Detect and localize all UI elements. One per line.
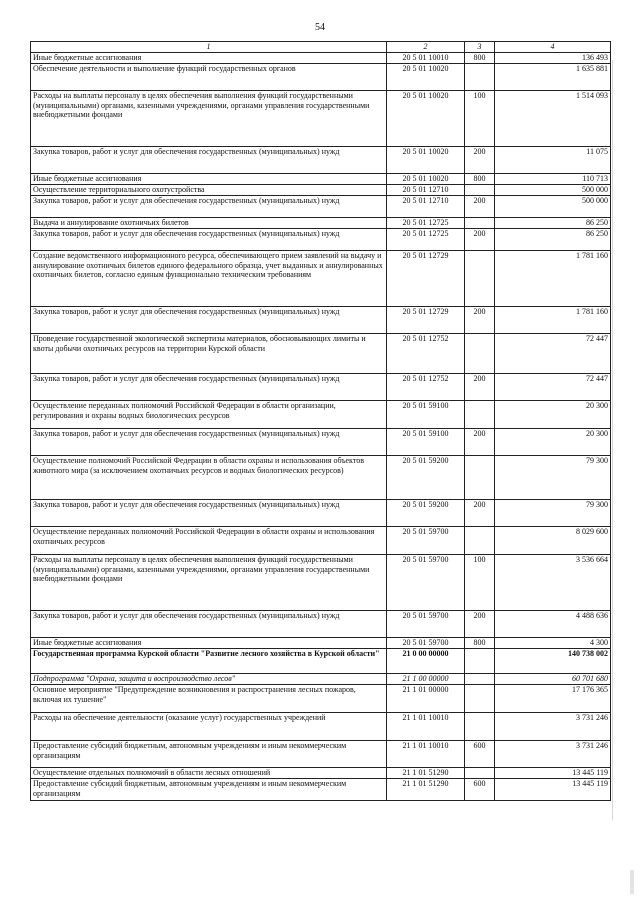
cell-amount: 1 514 093 [495, 91, 611, 147]
cell-name: Закупка товаров, работ и услуг для обеспечения государственных (муниципальных) нужд [31, 196, 387, 218]
cell-name: Расходы на выплаты персоналу в целях обеспечения выполнения функций государственными (муниципальными) органами, казенными учреждениями, органами управления государственными внебюджетными фондами [31, 91, 387, 147]
cell-name: Закупка товаров, работ и услуг для обеспечения государственных (муниципальных) нужд [31, 429, 387, 456]
cell-amount: 4 488 636 [495, 611, 611, 638]
cell-expense-type [465, 527, 495, 555]
table-row [31, 611, 611, 638]
cell-code: 20 5 01 59100 [387, 429, 465, 456]
table-row [31, 53, 611, 64]
cell-expense-type [465, 456, 495, 500]
cell-expense-type: 600 [465, 741, 495, 768]
cell-amount: 1 781 160 [495, 307, 611, 334]
cell-name: Осуществление переданных полномочий Российской Федерации в области организации, регулирования и охраны водных биологических ресурсов [31, 401, 387, 429]
table-row [31, 685, 611, 713]
table-row [31, 741, 611, 768]
cell-amount: 500 000 [495, 196, 611, 218]
cell-code: 20 5 01 10020 [387, 174, 465, 185]
cell-name: Предоставление субсидий бюджетным, автономным учреждениям и иным некоммерческим организациям [31, 741, 387, 768]
table-row [31, 196, 611, 218]
cell-code: 20 5 01 12752 [387, 334, 465, 374]
cell-name: Иные бюджетные ассигнования [31, 53, 387, 64]
cell-amount: 20 300 [495, 429, 611, 456]
cell-name: Предоставление субсидий бюджетным, автономным учреждениям и иным некоммерческим организациям [31, 779, 387, 801]
cell-expense-type: 600 [465, 779, 495, 801]
cell-name: Выдача и аннулирование охотничьих билетов [31, 218, 387, 229]
cell-code: 20 5 01 10020 [387, 147, 465, 174]
cell-expense-type [465, 649, 495, 674]
cell-code: 20 5 01 59700 [387, 555, 465, 611]
cell-expense-type: 200 [465, 374, 495, 401]
cell-amount: 79 300 [495, 456, 611, 500]
cell-name: Закупка товаров, работ и услуг для обеспечения государственных (муниципальных) нужд [31, 611, 387, 638]
table-row [31, 147, 611, 174]
table-row [31, 91, 611, 147]
cell-code: 20 5 01 59200 [387, 456, 465, 500]
cell-name: Закупка товаров, работ и услуг для обеспечения государственных (муниципальных) нужд [31, 374, 387, 401]
scan-artifact [630, 870, 634, 894]
cell-code: 20 5 01 59100 [387, 401, 465, 429]
table-row [31, 555, 611, 611]
cell-name: Иные бюджетные ассигнования [31, 638, 387, 649]
cell-expense-type: 200 [465, 147, 495, 174]
cell-amount: 3 731 246 [495, 741, 611, 768]
table-row [31, 429, 611, 456]
cell-code: 20 5 01 12752 [387, 374, 465, 401]
cell-code: 20 5 01 59200 [387, 500, 465, 527]
table-row [31, 638, 611, 649]
table-row [31, 64, 611, 91]
table-row [31, 649, 611, 674]
cell-code: 21 1 00 00000 [387, 674, 465, 685]
cell-amount: 86 250 [495, 229, 611, 251]
cell-expense-type: 200 [465, 229, 495, 251]
table-body [31, 53, 611, 801]
cell-expense-type [465, 251, 495, 307]
cell-code: 20 5 01 12725 [387, 218, 465, 229]
table-row [31, 251, 611, 307]
cell-expense-type: 200 [465, 307, 495, 334]
cell-code: 20 5 01 12729 [387, 251, 465, 307]
cell-name: Расходы на обеспечение деятельности (оказание услуг) государственных учреждений [31, 713, 387, 741]
cell-code: 20 5 01 10020 [387, 64, 465, 91]
cell-code: 21 1 01 51290 [387, 779, 465, 801]
cell-code: 21 1 01 00000 [387, 685, 465, 713]
cell-name: Осуществление полномочий Российской Федерации в области охраны и использования объектов животного мира (за исключением охотничьих ресурсов и водных биологических ресурсов) [31, 456, 387, 500]
cell-code: 20 5 01 12710 [387, 185, 465, 196]
cell-expense-type [465, 674, 495, 685]
cell-expense-type [465, 185, 495, 196]
cell-amount: 79 300 [495, 500, 611, 527]
cell-amount: 140 738 002 [495, 649, 611, 674]
cell-name: Закупка товаров, работ и услуг для обеспечения государственных (муниципальных) нужд [31, 229, 387, 251]
cell-code: 21 0 00 00000 [387, 649, 465, 674]
page-number: 54 [315, 22, 325, 33]
cell-name: Обеспечение деятельности и выполнение функций государственных органов [31, 64, 387, 91]
cell-name: Подпрограмма "Охрана, защита и воспроизводство лесов" [31, 674, 387, 685]
cell-code: 21 1 01 10010 [387, 741, 465, 768]
table-row [31, 456, 611, 500]
cell-expense-type: 800 [465, 174, 495, 185]
column-header-expense-type: 3 [465, 42, 495, 53]
table-row [31, 779, 611, 801]
table-row [31, 500, 611, 527]
column-header-name: 1 [31, 42, 387, 53]
cell-amount: 60 701 680 [495, 674, 611, 685]
cell-amount: 8 029 600 [495, 527, 611, 555]
cell-amount: 1 635 881 [495, 64, 611, 91]
cell-amount: 1 781 160 [495, 251, 611, 307]
cell-expense-type: 200 [465, 196, 495, 218]
cell-expense-type: 800 [465, 53, 495, 64]
cell-expense-type [465, 401, 495, 429]
cell-name: Осуществление отдельных полномочий в области лесных отношений [31, 768, 387, 779]
cell-code: 20 5 01 12725 [387, 229, 465, 251]
cell-name: Закупка товаров, работ и услуг для обеспечения государственных (муниципальных) нужд [31, 147, 387, 174]
cell-name: Закупка товаров, работ и услуг для обеспечения государственных (муниципальных) нужд [31, 500, 387, 527]
cell-name: Основное мероприятие "Предупреждение возникновения и распространения лесных пожаров, включая их тушение" [31, 685, 387, 713]
table-row [31, 401, 611, 429]
cell-expense-type: 100 [465, 555, 495, 611]
cell-amount: 72 447 [495, 334, 611, 374]
cell-code: 21 1 01 10010 [387, 713, 465, 741]
cell-expense-type [465, 713, 495, 741]
cell-code: 21 1 01 51290 [387, 768, 465, 779]
cell-expense-type [465, 685, 495, 713]
cell-expense-type [465, 334, 495, 374]
cell-name: Государственная программа Курской области "Развитие лесного хозяйства в Курской области" [31, 649, 387, 674]
cell-name: Закупка товаров, работ и услуг для обеспечения государственных (муниципальных) нужд [31, 307, 387, 334]
cell-amount: 3 731 246 [495, 713, 611, 741]
cell-amount: 72 447 [495, 374, 611, 401]
cell-amount: 3 536 664 [495, 555, 611, 611]
cell-expense-type [465, 218, 495, 229]
cell-amount: 17 176 365 [495, 685, 611, 713]
table-row [31, 218, 611, 229]
cell-amount: 136 493 [495, 53, 611, 64]
table-row [31, 174, 611, 185]
table-row [31, 185, 611, 196]
cell-expense-type: 200 [465, 500, 495, 527]
cell-expense-type: 100 [465, 91, 495, 147]
cell-amount: 86 250 [495, 218, 611, 229]
budget-table [30, 41, 611, 801]
cell-expense-type: 200 [465, 429, 495, 456]
cell-name: Осуществление территориального охотустройства [31, 185, 387, 196]
cell-amount: 20 300 [495, 401, 611, 429]
cell-name: Расходы на выплаты персоналу в целях обеспечения выполнения функций государственными (муниципальными) органами, казенными учреждениями, органами управления государственными внебюджетными фондами [31, 555, 387, 611]
cell-amount: 500 000 [495, 185, 611, 196]
cell-code: 20 5 01 59700 [387, 638, 465, 649]
cell-expense-type [465, 64, 495, 91]
cell-name: Проведение государственной экологической экспертизы материалов, обосновывающих лимиты и квоты добычи охотничьих ресурсов на территории Курской области [31, 334, 387, 374]
table-row [31, 674, 611, 685]
cell-code: 20 5 01 10020 [387, 91, 465, 147]
table-row [31, 374, 611, 401]
table-header-row [31, 42, 611, 53]
cell-expense-type: 800 [465, 638, 495, 649]
cell-code: 20 5 01 59700 [387, 527, 465, 555]
cell-amount: 110 713 [495, 174, 611, 185]
cell-name: Иные бюджетные ассигнования [31, 174, 387, 185]
cell-expense-type: 200 [465, 611, 495, 638]
cell-amount: 13 445 119 [495, 779, 611, 801]
table-row [31, 307, 611, 334]
column-header-code: 2 [387, 42, 465, 53]
table-row [31, 527, 611, 555]
cell-code: 20 5 01 12710 [387, 196, 465, 218]
cell-amount: 13 445 119 [495, 768, 611, 779]
table-row [31, 768, 611, 779]
column-header-amount: 4 [495, 42, 611, 53]
cell-name: Создание ведомственного информационного ресурса, обеспечивающего прием заявлений на выдачу и аннулирование охотничьих билетов единого федерального образца, учет выданных и аннулированных охотничьих билетов, согласно единым функционально техническим требованиям [31, 251, 387, 307]
cell-name: Осуществление переданных полномочий Российской Федерации в области охраны и использования охотничьих ресурсов [31, 527, 387, 555]
table-row [31, 334, 611, 374]
table-row [31, 713, 611, 741]
cell-code: 20 5 01 10010 [387, 53, 465, 64]
cell-expense-type [465, 768, 495, 779]
cell-amount: 4 300 [495, 638, 611, 649]
scan-edge-line [612, 60, 613, 820]
table-row [31, 229, 611, 251]
cell-code: 20 5 01 12729 [387, 307, 465, 334]
cell-code: 20 5 01 59700 [387, 611, 465, 638]
cell-amount: 11 075 [495, 147, 611, 174]
